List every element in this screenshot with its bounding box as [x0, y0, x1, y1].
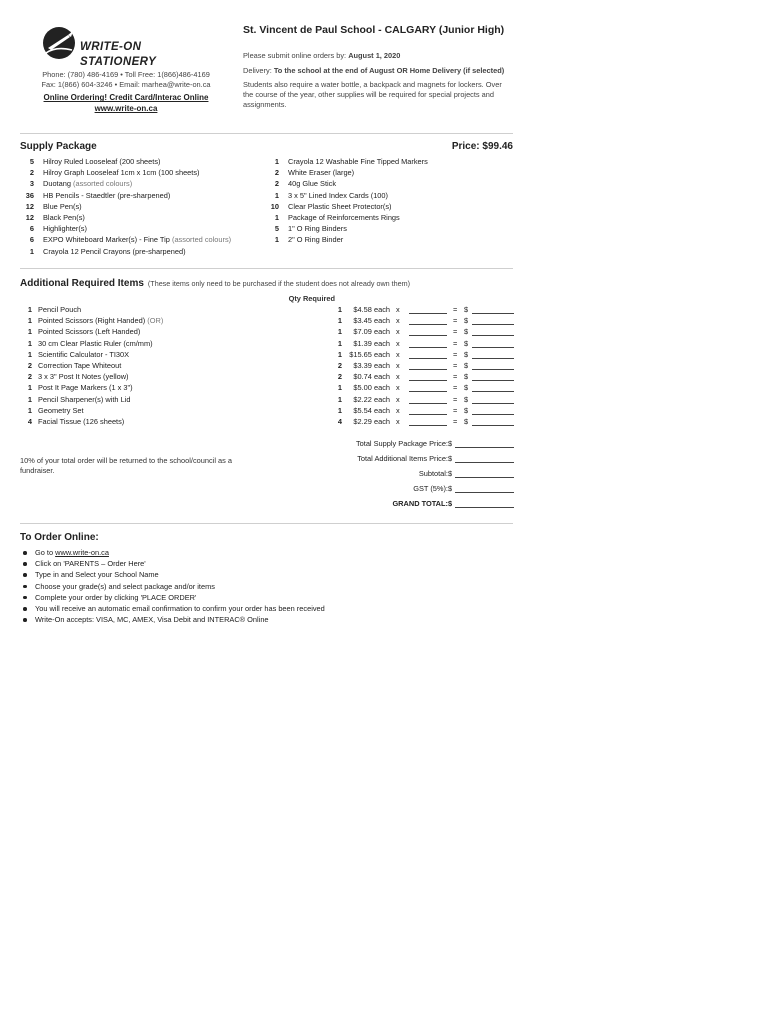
amount-input-line[interactable]: [472, 383, 514, 392]
bullet-icon: [23, 607, 27, 611]
supply-list-right: [265, 157, 428, 247]
amount-input-line[interactable]: [472, 327, 514, 336]
amount-input-line[interactable]: [472, 305, 514, 314]
delivery-info: Delivery: To the school at the end of August OR Home Delivery (if selected): [243, 65, 505, 75]
table-row: 1 Post It Page Markers (1 x 3") 1 $5.00 each x = $: [20, 383, 514, 394]
total-additional-row: Total Additional Items Price: $: [258, 454, 514, 469]
list-item: Choose your grade(s) and select package and/or items: [22, 582, 325, 593]
fundraiser-note: 10% of your total order will be returned to the school/council as a fundraiser.: [20, 456, 232, 475]
list-item: 2 White Eraser (large): [274, 168, 355, 178]
list-item: Go to www.write-on.ca: [22, 548, 325, 559]
amount-input-line[interactable]: [472, 316, 514, 325]
table-row: 4 Facial Tissue (126 sheets) 4 $2.29 each x = $: [20, 417, 514, 428]
amount-input-line[interactable]: [472, 350, 514, 359]
supply-package-price: Price: $99.46: [451, 141, 513, 152]
table-row: 1 Geometry Set 1 $5.54 each x = $: [20, 406, 514, 417]
list-item: Complete your order by clicking 'PLACE ORDER': [22, 593, 325, 604]
qty-required-header: Qty Required: [288, 294, 335, 303]
contact-block: [20, 70, 232, 114]
list-item: 2 Hilroy Graph Looseleaf 1cm x 1cm (100 sheets): [29, 168, 200, 178]
phone-line: Phone: (780) 486-4169 • Toll Free: 1(866)486-4169: [42, 70, 210, 79]
table-row: 2 3 x 3" Post It Notes (yellow) 2 $0.74 each x = $: [20, 372, 514, 383]
total-additional-input[interactable]: [455, 454, 514, 463]
list-item: 10 Clear Plastic Sheet Protector(s): [270, 201, 392, 211]
table-row: 1 Pointed Scissors (Right Handed) (OR) 1 $3.45 each x = $: [20, 316, 514, 327]
additional-items-note: (These items only need to be purchased if the student does not already own them): [147, 279, 411, 288]
grand-total-row: GRAND TOTAL: $: [258, 499, 514, 514]
online-ordering-link[interactable]: Online Ordering! Credit Card/Interac Online: [43, 93, 209, 103]
qty-input-line[interactable]: [409, 372, 447, 381]
subtotal-input[interactable]: [455, 469, 514, 478]
table-row: 1 Pencil Pouch 1 $4.58 each x = $: [20, 305, 514, 316]
school-title: St. Vincent de Paul School - CALGARY (Junior High): [243, 24, 505, 36]
list-item: 6 Highlighter(s): [29, 224, 87, 234]
website-link[interactable]: www.write-on.ca: [94, 103, 158, 113]
list-item: 36 HB Pencils - Staedtler (pre-sharpened): [25, 190, 171, 200]
bullet-icon: [23, 596, 27, 600]
extra-supplies-note: Students also require a water bottle, a backpack and magnets for lockers. Over the course of the year, other supplies will be required for special projects and assignments.: [243, 80, 502, 109]
qty-input-line[interactable]: [409, 406, 447, 415]
qty-input-line[interactable]: [409, 417, 447, 426]
total-package-input[interactable]: [455, 439, 514, 448]
list-item: 3 Duotang (assorted colours): [29, 179, 133, 189]
additional-items-title: Additional Required Items (These items only need to be purchased if the student does not already own them): [20, 278, 411, 289]
table-row: 1 30 cm Clear Plastic Ruler (cm/mm) 1 $1.39 each x = $: [20, 339, 514, 350]
table-row: 1 Pointed Scissors (Left Handed) 1 $7.09 each x = $: [20, 327, 514, 338]
order-steps: [22, 548, 325, 626]
qty-input-line[interactable]: [409, 316, 447, 325]
order-totals: [258, 439, 514, 514]
bullet-icon: [23, 618, 27, 622]
bullet-icon: [23, 585, 27, 589]
qty-input-line[interactable]: [409, 339, 447, 348]
list-item: 12 Black Pen(s): [25, 212, 85, 222]
total-package-row: Total Supply Package Price: $: [258, 439, 514, 454]
amount-input-line[interactable]: [472, 372, 514, 381]
list-item: 12 Blue Pen(s): [25, 201, 82, 211]
logo-brand-text: WRITE-ON STATIONERY: [80, 41, 157, 68]
qty-input-line[interactable]: [409, 327, 447, 336]
amount-input-line[interactable]: [472, 361, 514, 370]
amount-input-line[interactable]: [472, 395, 514, 404]
qty-input-line[interactable]: [409, 383, 447, 392]
list-item: 1 3 x 5" Lined Index Cards (100): [274, 190, 388, 200]
bullet-icon: [23, 551, 27, 555]
additional-items-list: [20, 305, 514, 428]
list-item: 5 Hilroy Ruled Looseleaf (200 sheets): [29, 157, 161, 166]
list-item: You will receive an automatic email confirmation to confirm your order has been received: [22, 604, 325, 615]
table-row: 1 Pencil Sharpener(s) with Lid 1 $2.22 each x = $: [20, 395, 514, 406]
list-item: 5 1" O Ring Binders: [274, 224, 347, 234]
list-item: Write-On accepts: VISA, MC, AMEX, Visa Debit and INTERAC® Online: [22, 615, 325, 626]
list-item: 1 Package of Reinforcements Rings: [274, 212, 400, 222]
list-item: 6 EXPO Whiteboard Marker(s) - Fine Tip (assorted colours): [29, 235, 232, 245]
write-on-logo: [42, 24, 217, 68]
submit-deadline: Please submit online orders by: August 1, 2020: [243, 51, 401, 60]
supply-list-left: [20, 157, 231, 258]
qty-input-line[interactable]: [409, 350, 447, 359]
qty-input-line[interactable]: [409, 361, 447, 370]
amount-input-line[interactable]: [472, 417, 514, 426]
list-item: 2 40g Glue Stick: [274, 179, 337, 189]
grand-total-input[interactable]: [455, 499, 514, 508]
list-item: Type in and Select your School Name: [22, 570, 325, 581]
website-link[interactable]: www.write-on.ca: [55, 548, 109, 557]
table-row: 2 Correction Tape Whiteout 2 $3.39 each x = $: [20, 361, 514, 372]
amount-input-line[interactable]: [472, 339, 514, 348]
bullet-icon: [23, 573, 27, 577]
divider: [20, 523, 513, 524]
list-item: Click on 'PARENTS – Order Here': [22, 559, 325, 570]
order-online-title: To Order Online:: [20, 532, 99, 543]
gst-row: GST (5%): $: [258, 484, 514, 499]
table-row: 1 Scientific Calculator - TI30X 1 $15.65 each x = $: [20, 350, 514, 361]
supply-package-title: Supply Package: [20, 141, 97, 152]
fax-line: Fax: 1(866) 604-3246 • Email: marhea@write-on.ca: [41, 79, 211, 89]
amount-input-line[interactable]: [472, 406, 514, 415]
divider: [20, 268, 513, 269]
list-item: 1 Crayola 12 Washable Fine Tipped Markers: [274, 157, 428, 166]
bullet-icon: [23, 562, 27, 566]
order-info: [243, 51, 511, 114]
qty-input-line[interactable]: [409, 395, 447, 404]
gst-input[interactable]: [455, 484, 514, 493]
qty-input-line[interactable]: [409, 305, 447, 314]
list-item: 1 Crayola 12 Pencil Crayons (pre-sharpened): [29, 246, 186, 256]
list-item: 1 2" O Ring Binder: [274, 235, 344, 245]
logo-pen-icon: [42, 26, 76, 60]
subtotal-row: Subtotal: $: [258, 469, 514, 484]
divider: [20, 133, 513, 134]
